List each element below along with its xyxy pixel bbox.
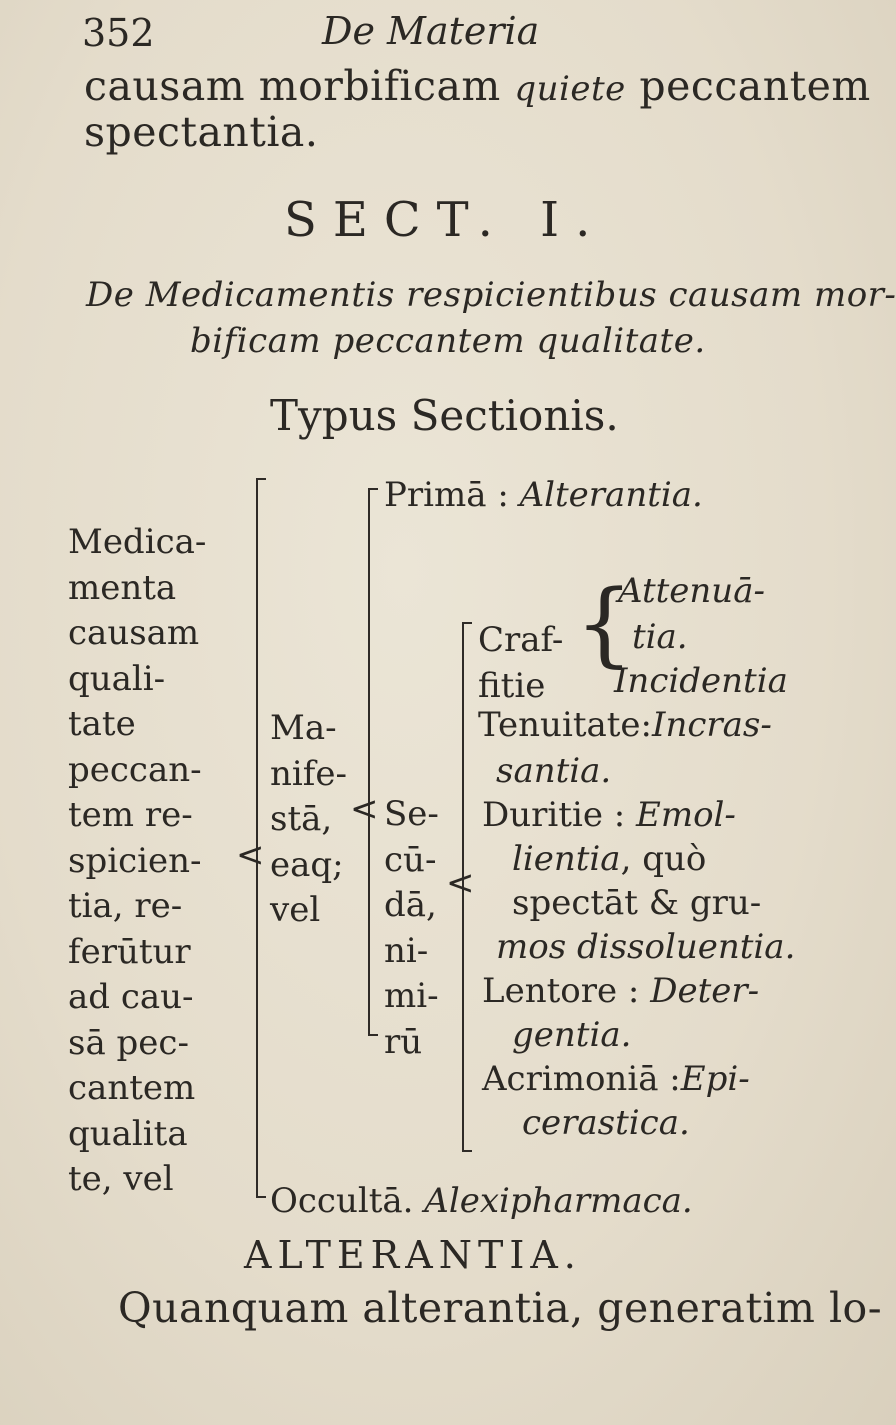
- root-line: menta: [68, 567, 177, 608]
- root-line: Medica-: [68, 522, 207, 562]
- subtitle-line-1: De Medicamentis respicientibus causam mor-: [86, 275, 896, 315]
- manifesta-bracket: [368, 488, 370, 1036]
- duritie-remedy-5: mos dissoluentia.: [496, 927, 796, 967]
- manifesta-column: [270, 706, 350, 934]
- intro-text-a: causam morbificam: [84, 62, 501, 110]
- crassitie-line: fitie: [478, 665, 546, 706]
- manifesta-line: vel: [270, 890, 321, 930]
- secunda-line: cū-: [384, 839, 437, 880]
- prima-label: Primā :: [384, 475, 509, 515]
- tenuitate-remedy-2: santia.: [496, 751, 612, 791]
- intro-line-1: [84, 62, 871, 110]
- manifesta-bracket-point: <: [350, 789, 379, 829]
- manifesta-line: nife-: [270, 753, 347, 794]
- prima-remedy: Alterantia.: [519, 475, 703, 515]
- main-bracket-bottom: [256, 1196, 266, 1198]
- manifesta-bracket-bottom: [368, 1034, 378, 1036]
- closing-line: Quanquam alterantia, generatim lo-: [118, 1284, 883, 1332]
- occulta-label: Occultā.: [270, 1181, 414, 1221]
- crassitie-line: Craf-: [478, 620, 564, 660]
- crassitie-column: [478, 618, 564, 709]
- duritie-line-2: [512, 839, 707, 879]
- intro-text-c: peccantem: [639, 62, 871, 110]
- lentore-line: [482, 971, 760, 1011]
- section-heading: SECT. I.: [284, 192, 607, 248]
- root-line: tate: [68, 704, 136, 744]
- lentore-label: Lentore :: [482, 971, 640, 1011]
- occulta-remedy: Alexipharmaca.: [424, 1181, 693, 1221]
- main-bracket-point: <: [236, 835, 265, 875]
- root-line: quali-: [68, 658, 166, 699]
- intro-text-b: quiete: [514, 69, 626, 109]
- root-line: ferūtur: [68, 931, 191, 972]
- secunda-line: rū: [384, 1021, 423, 1062]
- root-line: causam: [68, 613, 200, 653]
- root-line: te, vel: [68, 1159, 174, 1199]
- secunda-bracket-bottom: [462, 1150, 472, 1152]
- root-line: peccan-: [68, 749, 202, 790]
- acrimonia-remedy-1: Epi-: [680, 1059, 750, 1099]
- secunda-line: dā,: [384, 885, 437, 925]
- duritie-line: [482, 795, 736, 835]
- root-line: tem re-: [68, 795, 193, 835]
- acrimonia-label: Acrimoniā :: [482, 1059, 681, 1099]
- manifesta-line: eaq;: [270, 844, 344, 885]
- acrimonia-remedy-2: cerastica.: [522, 1103, 690, 1143]
- root-line: tia, re-: [68, 886, 183, 926]
- intro-line-2: spectantia.: [84, 108, 319, 156]
- secunda-bracket-point: <: [446, 863, 475, 903]
- acrimonia-line: [482, 1059, 750, 1099]
- manifesta-bracket-top: [368, 488, 378, 490]
- duritie-label: Duritie :: [482, 795, 626, 835]
- root-line: ad cau-: [68, 977, 194, 1017]
- typus-heading: Typus Sectionis.: [270, 391, 619, 440]
- occulta-line: [270, 1181, 693, 1221]
- secunda-bracket-top: [462, 622, 472, 624]
- running-title: De Materia: [322, 9, 540, 53]
- manifesta-line: Ma-: [270, 708, 337, 748]
- incidentia-remedy: Incidentia: [614, 661, 788, 701]
- manifesta-line: stā,: [270, 799, 333, 839]
- tenuitate-label: Tenuitate:: [478, 705, 653, 745]
- secunda-line: ni-: [384, 930, 429, 971]
- lentore-remedy-2: gentia.: [512, 1015, 632, 1055]
- duritie-remedy-3: , quò: [620, 839, 707, 879]
- root-line: sā pec-: [68, 1022, 189, 1063]
- root-line: qualita: [68, 1113, 188, 1154]
- attenuantia-line-1: Attenuā-: [618, 571, 765, 611]
- root-line: cantem: [68, 1068, 196, 1108]
- lentore-remedy-1: Deter-: [650, 971, 760, 1011]
- alterantia-heading: ALTERANTIA.: [244, 1233, 582, 1277]
- secunda-line: mi-: [384, 976, 439, 1016]
- tenuitate-line: [478, 705, 772, 745]
- secunda-column: [384, 792, 454, 1065]
- duritie-remedy-2: lientia: [512, 839, 621, 879]
- page-number: 352: [82, 11, 155, 55]
- secunda-line: Se-: [384, 794, 439, 834]
- tenuitate-remedy-1: Incras-: [652, 705, 772, 745]
- root-line: spicien-: [68, 840, 202, 881]
- main-bracket-top: [256, 478, 266, 480]
- attenuantia-line-2: tia.: [632, 617, 688, 657]
- duritie-remedy-4: spectāt & gru-: [512, 883, 762, 923]
- crassitie-brace: {: [575, 570, 634, 677]
- root-column: [68, 520, 248, 1203]
- subtitle-line-2: bificam peccantem qualitate.: [190, 321, 706, 361]
- duritie-remedy-1: Emol-: [636, 795, 736, 835]
- prima-line: [384, 475, 703, 515]
